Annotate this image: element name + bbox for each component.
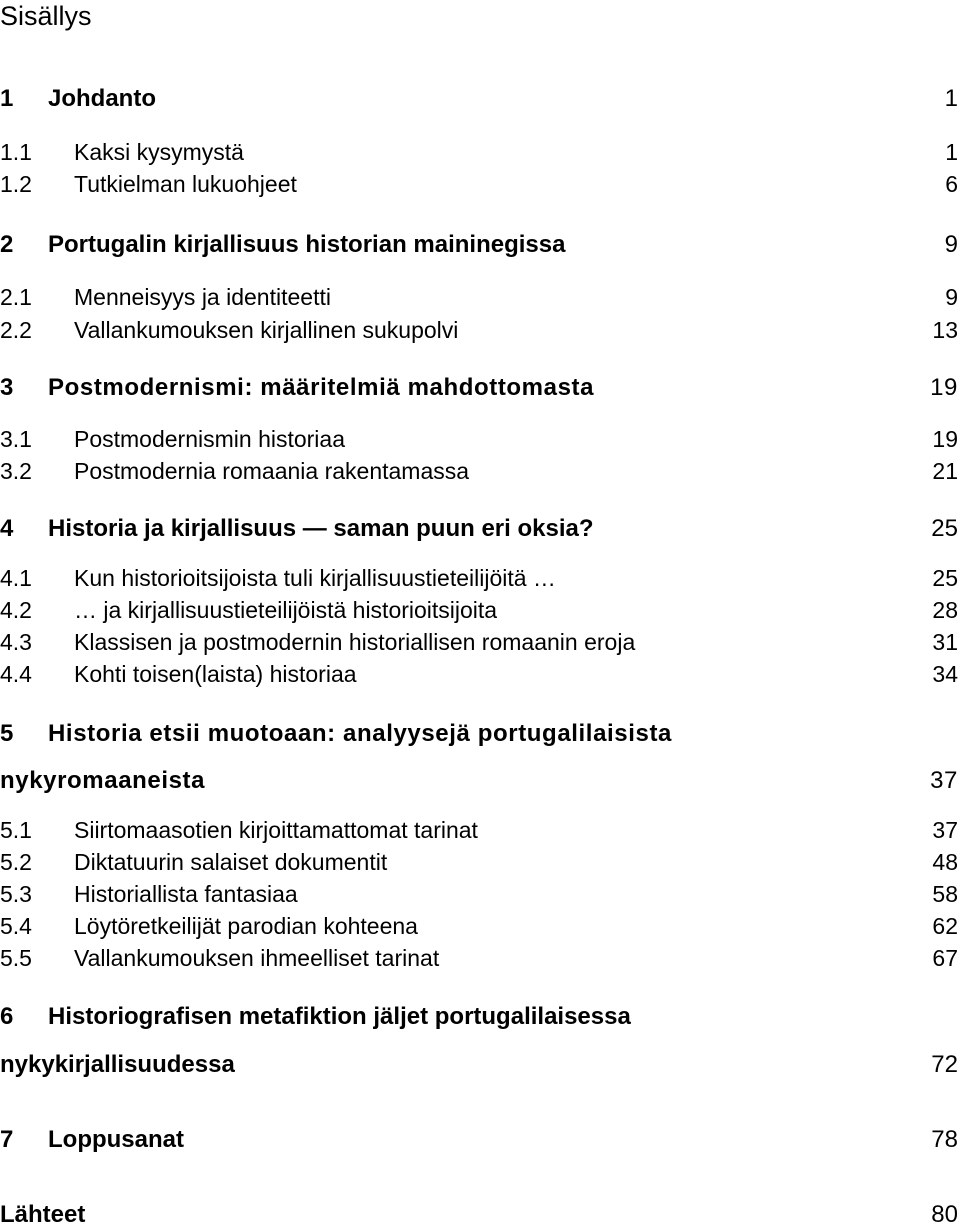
toc-label: Kun historioitsijoista tuli kirjallisuustieteilijöitä … (74, 565, 556, 591)
toc-label: Kaksi kysymystä (74, 139, 244, 165)
toc-label: Löytöretkeilijät parodian kohteena (74, 913, 418, 939)
toc-label: Historia ja kirjallisuus — saman puun eri oksia? (48, 515, 594, 542)
toc-number: 7 (0, 1126, 14, 1153)
toc-label: Historiallista fantasiaa (74, 881, 298, 907)
toc-entry-5-2[interactable] (0, 846, 960, 878)
toc-page: 25 (932, 565, 958, 591)
toc-number: 5.5 (0, 945, 32, 971)
toc-number: 4.2 (0, 597, 32, 623)
toc-page: 1 (945, 139, 958, 165)
toc-number: 1 (0, 85, 14, 112)
toc-number: 3.1 (0, 426, 32, 452)
toc-label: Postmodernismi: määritelmiä mahdottomasta (48, 374, 595, 401)
toc-entry-3[interactable] (0, 372, 960, 404)
toc-number: 4.1 (0, 565, 32, 591)
toc-entry-5-continued[interactable] (0, 765, 960, 797)
toc-label: Siirtomaasotien kirjoittamattomat tarinat (74, 817, 478, 843)
toc-entry-2[interactable] (0, 229, 960, 261)
toc-number: 3 (0, 374, 14, 401)
toc-number: 5.2 (0, 849, 32, 875)
toc-page: 48 (932, 849, 958, 875)
toc-page: 31 (932, 629, 958, 655)
toc-label: Tutkielman lukuohjeet (74, 171, 297, 197)
toc-number: 4 (0, 515, 14, 542)
toc-label: Historiografisen metafiktion jäljet portugalilaisessa (48, 1003, 631, 1030)
toc-entry-4-2[interactable] (0, 594, 960, 626)
toc-label: Loppusanat (48, 1126, 184, 1153)
toc-label: Vallankumouksen ihmeelliset tarinat (74, 945, 440, 971)
toc-label: Menneisyys ja identiteetti (74, 284, 331, 310)
toc-page: 6 (945, 171, 958, 197)
toc-page: 9 (944, 231, 958, 258)
toc-page: 13 (932, 317, 958, 343)
toc-entry-2-1[interactable] (0, 281, 960, 313)
toc-entry-1-1[interactable] (0, 136, 960, 168)
toc-number: 3.2 (0, 458, 32, 484)
toc-page: 21 (932, 458, 958, 484)
toc-number: 4.3 (0, 629, 32, 655)
toc-entry-6[interactable] (0, 1001, 960, 1033)
toc-number: 5.3 (0, 881, 32, 907)
toc-page: 58 (932, 881, 958, 907)
toc-number: 5.4 (0, 913, 32, 939)
toc-label: Portugalin kirjallisuus historian maininegissa (48, 231, 566, 258)
toc-page: 34 (932, 661, 958, 687)
toc-page: 37 (930, 767, 958, 794)
toc-entry-3-2[interactable] (0, 455, 960, 487)
toc-number: 6 (0, 1003, 14, 1030)
toc-number: 5 (0, 720, 14, 747)
toc-label: nykyromaaneista (0, 767, 206, 794)
toc-entry-4-3[interactable] (0, 626, 960, 658)
toc-page: 9 (945, 284, 958, 310)
toc-label: Vallankumouksen kirjallinen sukupolvi (74, 317, 459, 343)
toc-entry-5-5[interactable] (0, 942, 960, 974)
toc-entry-5[interactable] (0, 718, 960, 750)
toc-label: Diktatuurin salaiset dokumentit (74, 849, 388, 875)
toc-page: 19 (932, 426, 958, 452)
toc-page: 72 (931, 1051, 958, 1078)
toc-page: 28 (932, 597, 958, 623)
toc-label: Lähteet (0, 1201, 86, 1228)
toc-page: 80 (931, 1201, 958, 1228)
toc-entry-references[interactable] (0, 1199, 960, 1231)
toc-entry-5-1[interactable] (0, 814, 960, 846)
toc-page: 62 (932, 913, 958, 939)
toc-number: 2.2 (0, 317, 32, 343)
toc-page: 19 (930, 374, 958, 401)
toc-page: 25 (931, 515, 958, 542)
toc-number: 1.2 (0, 171, 32, 197)
toc-label: Johdanto (48, 85, 156, 112)
page-title: Sisällys (0, 1, 92, 31)
toc-page: 1 (944, 85, 958, 112)
toc-entry-1-2[interactable] (0, 168, 960, 200)
toc-entry-5-4[interactable] (0, 910, 960, 942)
toc-label: Kohti toisen(laista) historiaa (74, 661, 357, 687)
toc-entry-7[interactable] (0, 1124, 960, 1156)
toc-label: Historia etsii muotoaan: analyysejä portugalilaisista (48, 720, 672, 747)
toc-number: 2.1 (0, 284, 32, 310)
toc-label: … ja kirjallisuustieteilijöistä historioitsijoita (74, 597, 498, 623)
toc-entry-6-continued[interactable] (0, 1049, 960, 1081)
toc-entry-1[interactable] (0, 83, 960, 115)
toc-number: 1.1 (0, 139, 32, 165)
toc-page: 67 (932, 945, 958, 971)
toc-entry-5-3[interactable] (0, 878, 960, 910)
toc-entry-4-1[interactable] (0, 562, 960, 594)
toc-number: 5.1 (0, 817, 32, 843)
toc-label: nykykirjallisuudessa (0, 1051, 235, 1078)
toc-entry-2-2[interactable] (0, 314, 960, 346)
toc-label: Postmodernia romaania rakentamassa (74, 458, 470, 484)
toc-page: 37 (932, 817, 958, 843)
toc-label: Postmodernismin historiaa (74, 426, 346, 452)
toc-entry-4-4[interactable] (0, 658, 960, 690)
toc-page: 78 (931, 1126, 958, 1153)
toc-entry-3-1[interactable] (0, 423, 960, 455)
toc-number: 2 (0, 231, 14, 258)
toc-entry-4[interactable] (0, 513, 960, 545)
toc-label: Klassisen ja postmodernin historiallisen romaanin eroja (74, 629, 636, 655)
toc-number: 4.4 (0, 661, 32, 687)
